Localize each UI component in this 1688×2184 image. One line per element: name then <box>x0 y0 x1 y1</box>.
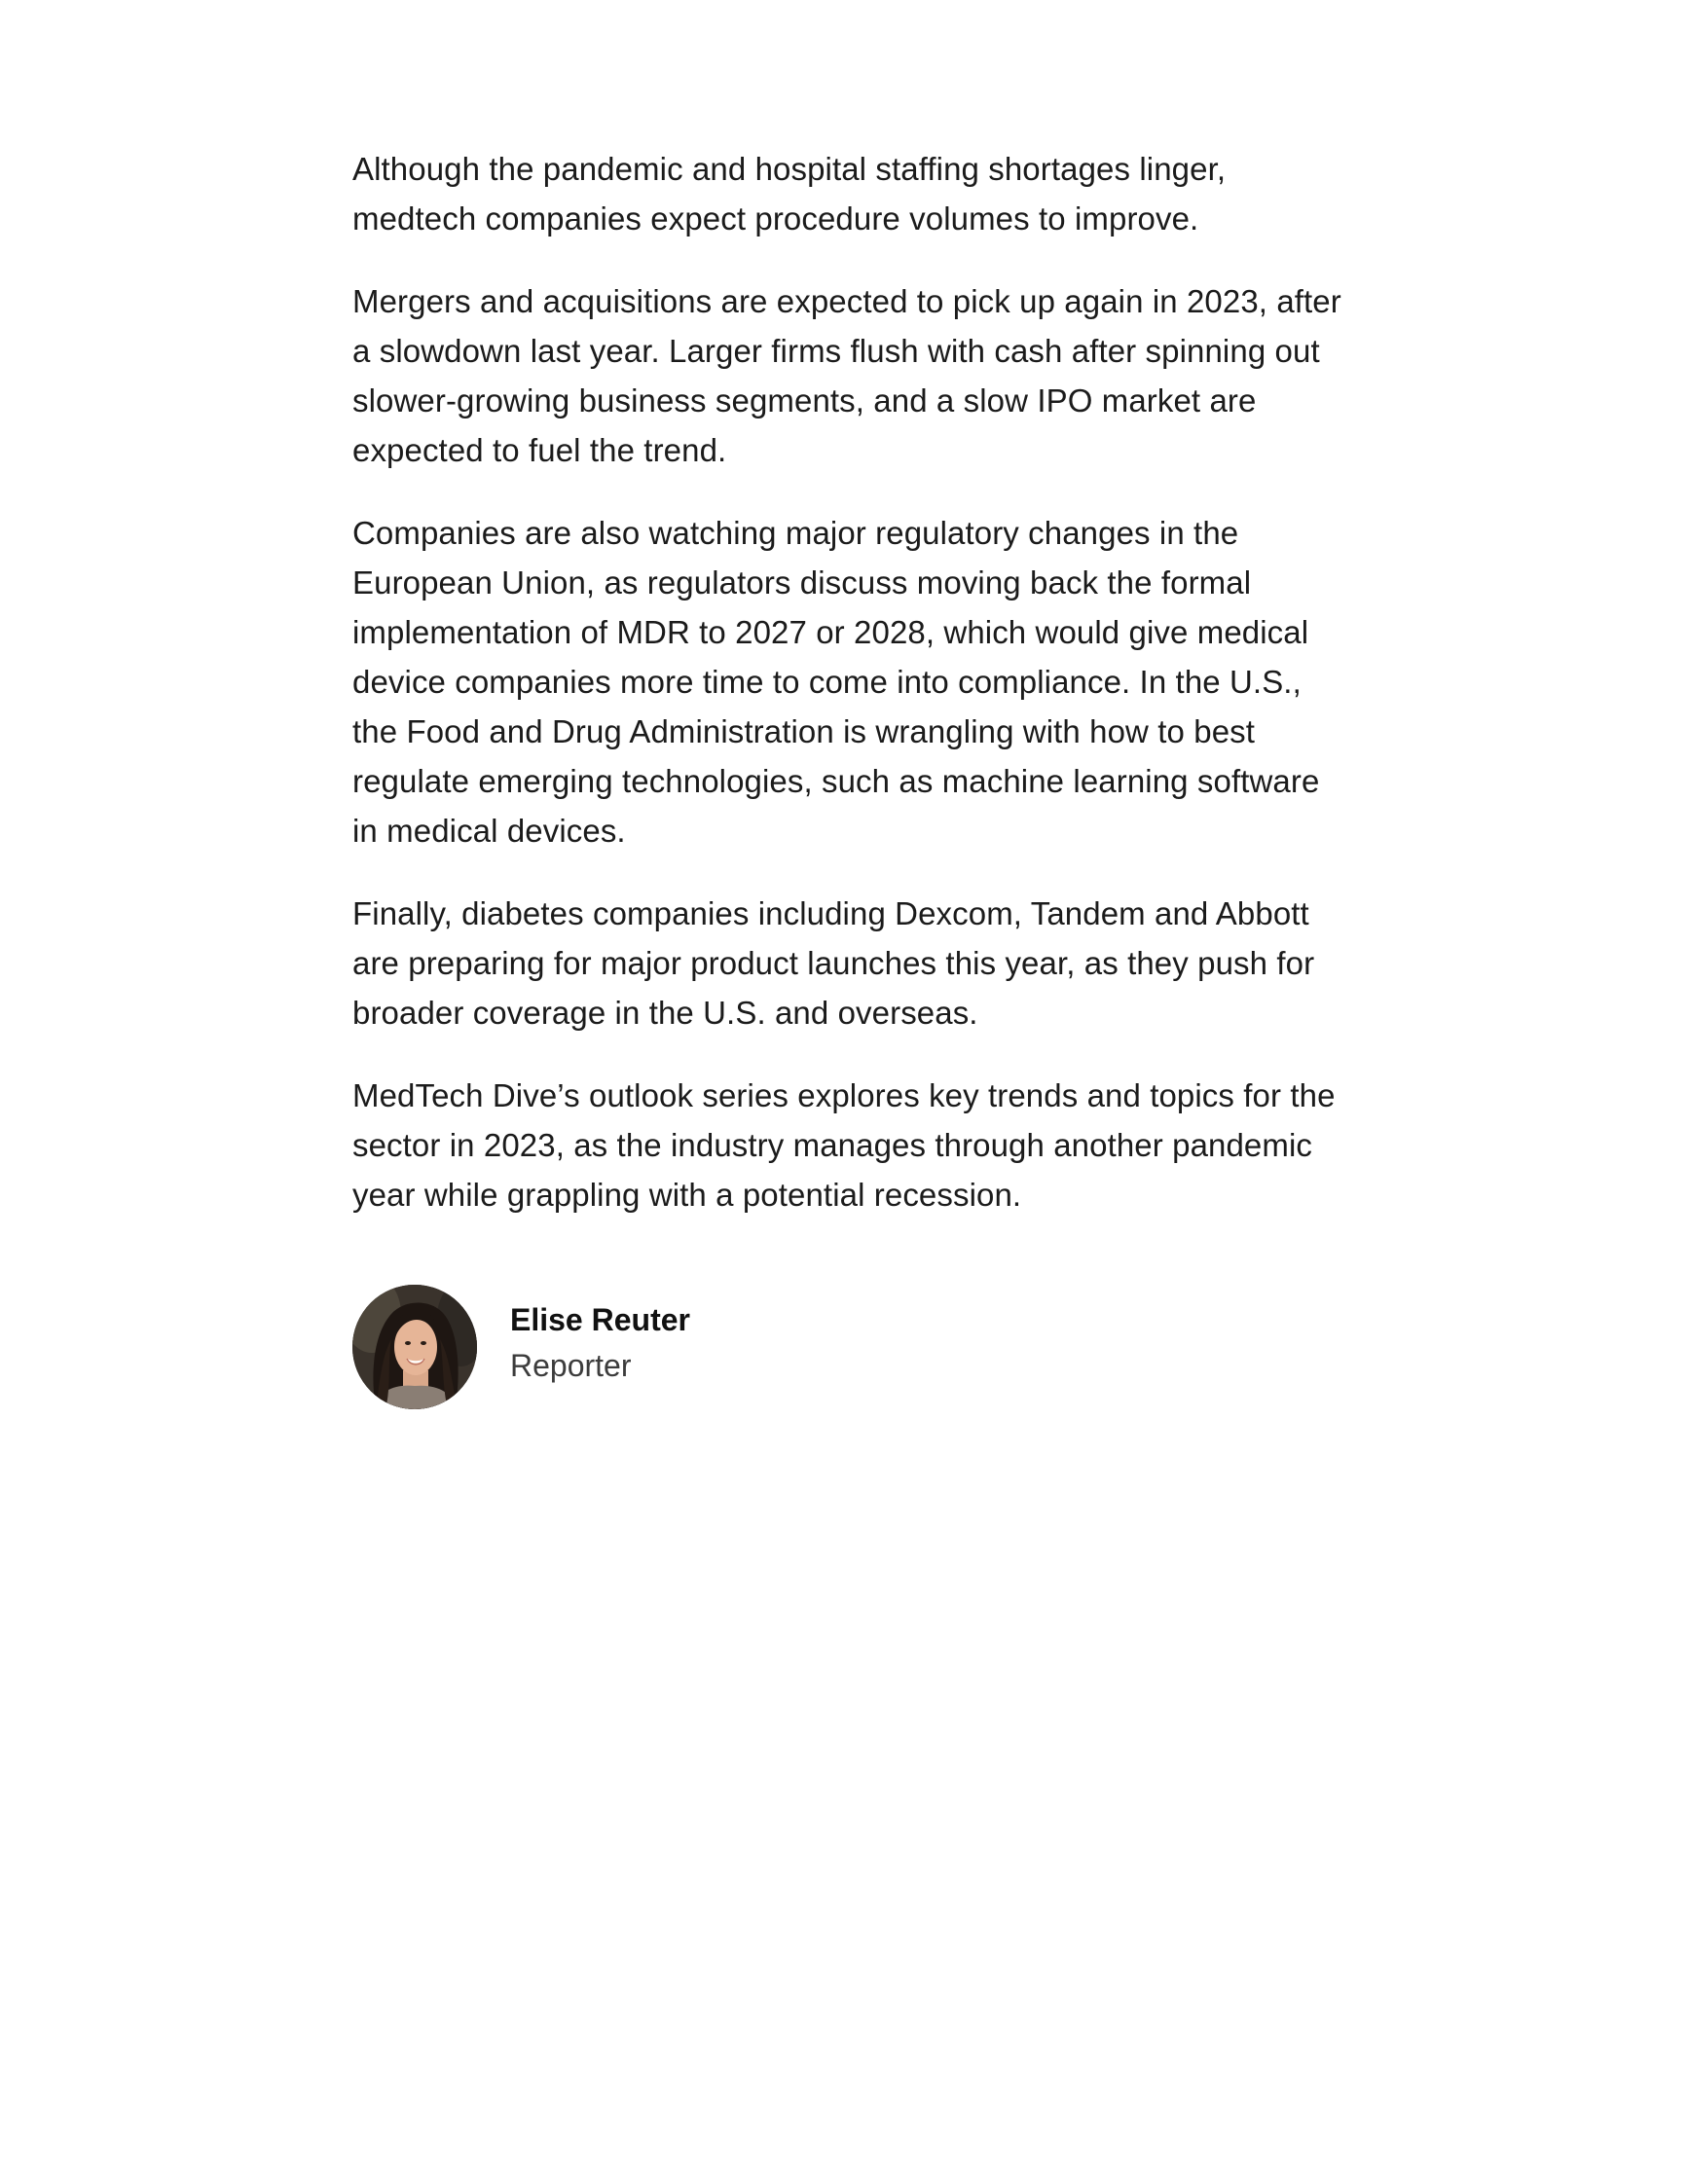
paragraph: Mergers and acquisitions are expected to pick up again in 2023, after a slowdown last year. Larger firms flush with cash after spinning out slower-growing business segments, and a slow IPO market are expected to fuel the trend. <box>352 283 1341 468</box>
author-role: Reporter <box>510 1348 632 1383</box>
author-photo-icon <box>352 1285 477 1409</box>
paragraph: Finally, diabetes companies including Dexcom, Tandem and Abbott are preparing for major product launches this year, as they push for broader coverage in the U.S. and overseas. <box>352 895 1315 1031</box>
author-name[interactable]: Elise Reuter <box>510 1302 690 1337</box>
paragraph: Although the pandemic and hospital staffing shortages linger, medtech companies expect procedure volumes to improve. <box>352 151 1227 237</box>
author-info <box>510 1297 690 1389</box>
paragraph: MedTech Dive’s outlook series explores key trends and topics for the sector in 2023, as the industry manages through another pandemic year while grappling with a potential recession. <box>352 1077 1336 1213</box>
author-card <box>352 1285 690 1409</box>
article-body <box>352 144 1345 1253</box>
author-avatar[interactable] <box>352 1285 477 1409</box>
paragraph: Companies are also watching major regulatory changes in the European Union, as regulators discuss moving back the formal implementation of MDR to 2027 or 2028, which would give medical device companies more time to come into compliance. In the U.S., the Food and Drug Administration is wrangling with how to best regulate emerging technologies, such as machine learning software in medical devices. <box>352 515 1320 849</box>
